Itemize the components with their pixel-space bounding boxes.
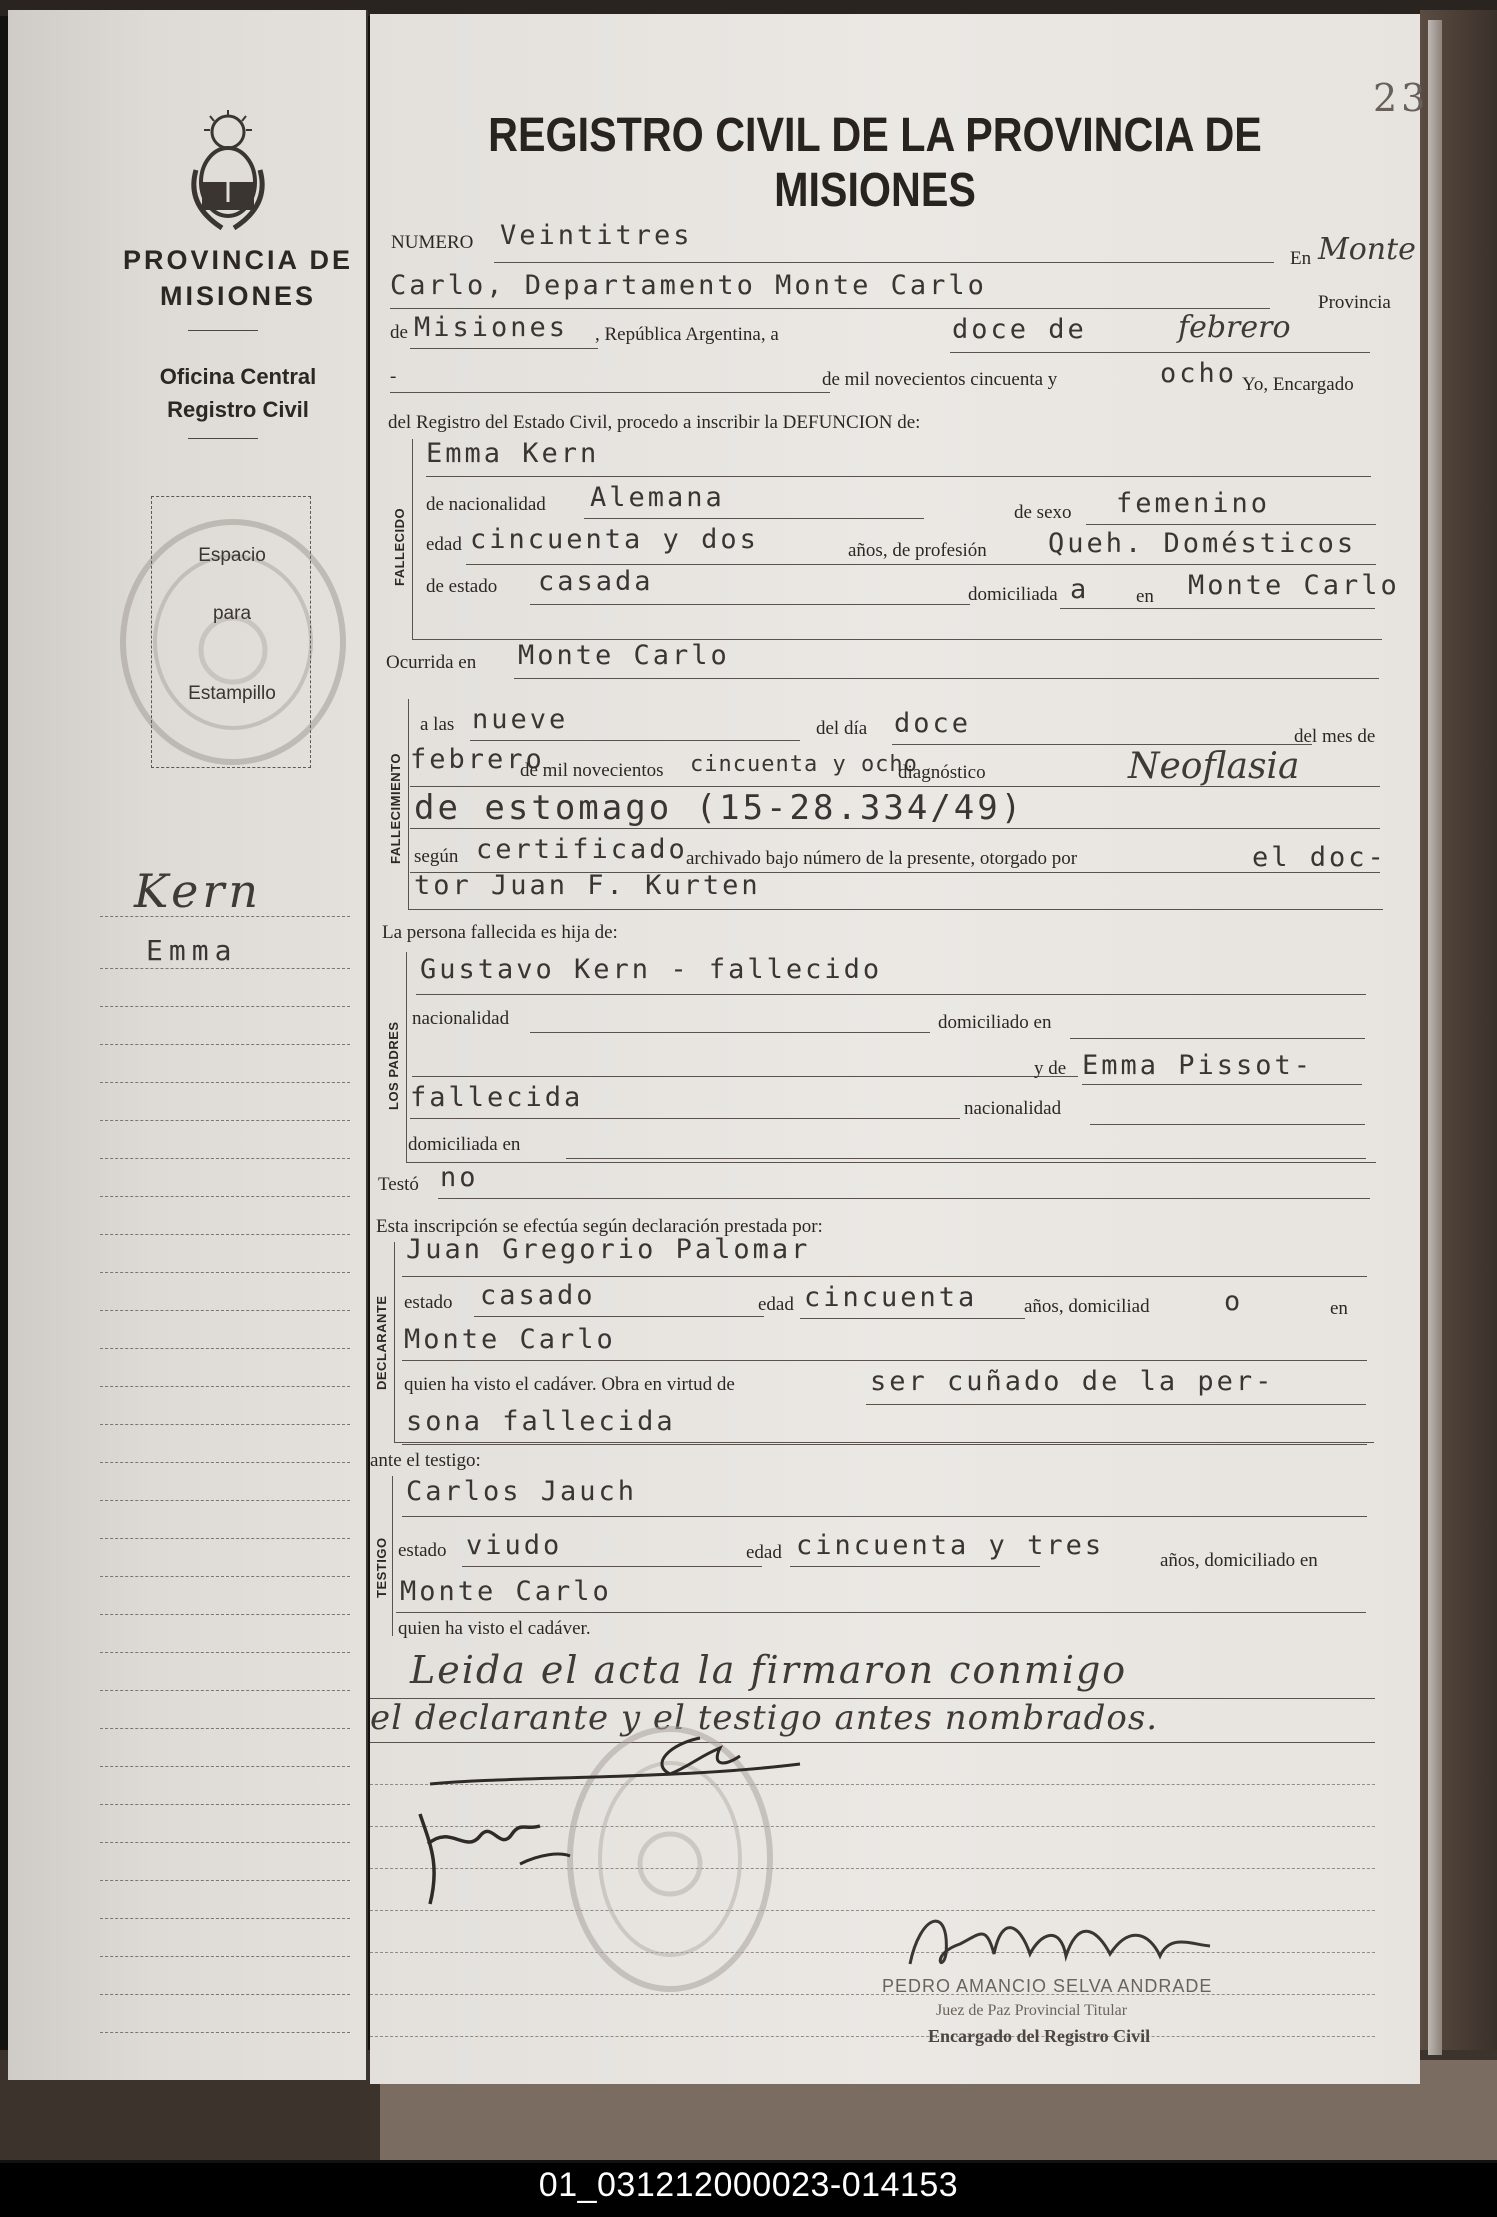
en-label: En bbox=[1290, 248, 1312, 269]
anio2-value: cincuenta y ocho bbox=[690, 752, 918, 777]
margin-name: Emma bbox=[146, 934, 238, 967]
declarante-edad-value: cincuenta bbox=[804, 1282, 978, 1313]
testigo-section-label: TESTIGO bbox=[374, 1537, 389, 1598]
fallecimiento-section-label: FALLECIMIENTO bbox=[388, 753, 403, 864]
domiciliada-label: domiciliada bbox=[968, 584, 1058, 605]
dash: - bbox=[390, 366, 397, 387]
padre-nacionalidad-label: nacionalidad bbox=[412, 1008, 510, 1029]
nacionalidad-label: de nacionalidad bbox=[426, 494, 546, 515]
dia2-value: doce bbox=[894, 708, 972, 739]
numero-label: NUMERO bbox=[391, 232, 474, 253]
province-heading: PROVINCIA DE MISIONES bbox=[122, 245, 354, 311]
declaracion-label: Esta inscripción se efectúa según declaración prestada por: bbox=[376, 1216, 823, 1237]
hija-label: La persona fallecida es hija de: bbox=[382, 922, 618, 943]
declarante-anios-label: años, domiciliad bbox=[1024, 1296, 1150, 1317]
profesion-value: Queh. Domésticos bbox=[1048, 528, 1357, 559]
page-stack-edge bbox=[1428, 20, 1442, 2055]
declarante-domicilio-value: Monte Carlo bbox=[404, 1324, 616, 1355]
mil2-label: de mil novecientos bbox=[520, 760, 664, 781]
padre-value: Gustavo Kern - fallecido bbox=[420, 954, 883, 985]
en-value: Monte bbox=[1318, 232, 1416, 267]
diagnostico-label: diagnóstico bbox=[898, 762, 986, 783]
mil-label: de mil novecientos cincuenta y bbox=[822, 369, 1058, 390]
declarante-en-label: en bbox=[1330, 1298, 1348, 1319]
ocurrida-value: Monte Carlo bbox=[518, 640, 730, 671]
stamp-box-label: Estampillo bbox=[188, 683, 276, 704]
sexo-value: femenino bbox=[1116, 488, 1271, 519]
madre-value-continued: fallecida bbox=[410, 1082, 584, 1113]
official-title: Juez de Paz Provincial Titular bbox=[936, 2002, 1128, 2019]
profesion-label: años, de profesión bbox=[848, 540, 987, 561]
madre-domicilio-label: domiciliada en bbox=[408, 1134, 521, 1155]
padres-section-label: LOS PADRES bbox=[386, 1021, 401, 1110]
divider bbox=[188, 330, 258, 331]
madre-nacionalidad-label: nacionalidad bbox=[964, 1098, 1062, 1119]
declarante-estado-label: estado bbox=[404, 1292, 453, 1313]
margin-surname: Kern bbox=[134, 864, 262, 918]
padre-domicilio-label: domiciliado en bbox=[938, 1012, 1052, 1033]
place-value: Carlo, Departamento Monte Carlo bbox=[390, 270, 987, 301]
estado-label: de estado bbox=[426, 576, 498, 597]
coat-of-arms-icon bbox=[186, 110, 270, 232]
edad-label: edad bbox=[426, 534, 462, 555]
declarante-domicilio-letter: o bbox=[1224, 1286, 1244, 1317]
testigo-estado-value: viudo bbox=[466, 1530, 563, 1561]
madre-y-de-label: y de bbox=[1034, 1058, 1067, 1079]
testo-value: no bbox=[440, 1162, 479, 1193]
closing-text: Leida el acta la firmaron conmigo bbox=[410, 1648, 1128, 1692]
page-number: 23 bbox=[1373, 76, 1430, 120]
edad-value: cincuenta y dos bbox=[470, 524, 759, 555]
fallecido-nombre: Emma Kern bbox=[426, 438, 600, 469]
diagnostico-value-continued: de estomago (15-28.334/49) bbox=[414, 788, 1025, 828]
stamp-box-label: para bbox=[212, 603, 252, 624]
del-dia-label: del día bbox=[816, 718, 868, 739]
madre-value: Emma Pissot- bbox=[1082, 1050, 1314, 1081]
declarante-estado-value: casado bbox=[480, 1280, 596, 1311]
domicilio-value: Monte Carlo bbox=[1188, 570, 1400, 601]
dia-value: doce de bbox=[952, 314, 1087, 345]
otorgado-value-continued: tor Juan F. Kurten bbox=[414, 870, 761, 901]
testigo-visto-label: quien ha visto el cadáver. bbox=[398, 1618, 591, 1639]
official-name: PEDRO AMANCIO SELVA ANDRADE bbox=[882, 1976, 1213, 1996]
domicilio-en-label: en bbox=[1136, 586, 1154, 607]
stamp-box bbox=[151, 496, 311, 768]
numero-value: Veintitres bbox=[500, 220, 693, 251]
segun-label: según bbox=[414, 846, 459, 867]
declarante-virtud-value-continued: sona fallecida bbox=[406, 1406, 676, 1437]
encargado-label: Yo, Encargado bbox=[1242, 374, 1354, 395]
testigo-edad-label: edad bbox=[746, 1542, 782, 1563]
de-label: de bbox=[390, 322, 408, 343]
image-caption: 01_031212000023-014153 bbox=[538, 2166, 959, 2204]
stamp-box-label: Espacio bbox=[198, 545, 266, 566]
declarante-edad-label: edad bbox=[758, 1294, 794, 1315]
office-heading: Oficina Central Registro Civil bbox=[159, 364, 317, 422]
testo-label: Testó bbox=[378, 1174, 419, 1195]
testigo-edad-value: cincuenta y tres bbox=[796, 1530, 1105, 1561]
segun-value: certificado bbox=[476, 834, 688, 865]
del-mes-label: del mes de bbox=[1294, 726, 1376, 747]
sexo-label: de sexo bbox=[1014, 502, 1072, 523]
closing-text-continued: el declarante y el testigo antes nombrados. bbox=[370, 1698, 1159, 1738]
mes-value: febrero bbox=[1178, 310, 1291, 345]
diagnostico-value: Neoflasia bbox=[1128, 746, 1300, 787]
intro-label: del Registro del Estado Civil, procedo a inscribir la DEFUNCION de: bbox=[388, 412, 921, 433]
left-margin-page bbox=[8, 10, 368, 2080]
declarante-visto-label: quien ha visto el cadáver. Obra en virtud de bbox=[404, 1374, 735, 1395]
official-title-2: Encargado del Registro Civil bbox=[928, 2026, 1151, 2046]
testigo-domicilio-value: Monte Carlo bbox=[400, 1576, 612, 1607]
hora-value: nueve bbox=[472, 704, 569, 735]
anio-value: ocho bbox=[1160, 358, 1238, 389]
republica-label: , República Argentina, a bbox=[595, 324, 779, 345]
de-value: Misiones bbox=[414, 312, 569, 343]
a-las-label: a las bbox=[420, 714, 455, 735]
testigo-label: ante el testigo: bbox=[370, 1450, 481, 1471]
declarante-section-label: DECLARANTE bbox=[374, 1295, 389, 1390]
archivado-label: archivado bajo número de la presente, otorgado por bbox=[686, 848, 1078, 869]
fallecido-section-label: FALLECIDO bbox=[392, 507, 407, 586]
testigo-value: Carlos Jauch bbox=[406, 1476, 638, 1507]
form-title: REGISTRO CIVIL DE LA PROVINCIA DE MISIONES bbox=[488, 109, 1262, 217]
nacionalidad-value: Alemana bbox=[590, 482, 725, 513]
declarante-value: Juan Gregorio Palomar bbox=[406, 1234, 811, 1265]
otorgado-value: el doc- bbox=[1252, 842, 1387, 873]
certificate-form bbox=[370, 14, 1430, 2084]
divider bbox=[188, 438, 258, 439]
provincia-label: Provincia bbox=[1318, 292, 1391, 313]
mes2-value: febrero bbox=[410, 744, 545, 775]
estado-value: casada bbox=[538, 566, 654, 597]
testigo-estado-label: estado bbox=[398, 1540, 447, 1561]
ocurrida-label: Ocurrida en bbox=[386, 652, 477, 673]
domiciliada-value: a bbox=[1070, 574, 1090, 605]
declarante-virtud-value: ser cuñado de la per- bbox=[870, 1366, 1275, 1397]
testigo-anios-label: años, domiciliado en bbox=[1160, 1550, 1318, 1571]
